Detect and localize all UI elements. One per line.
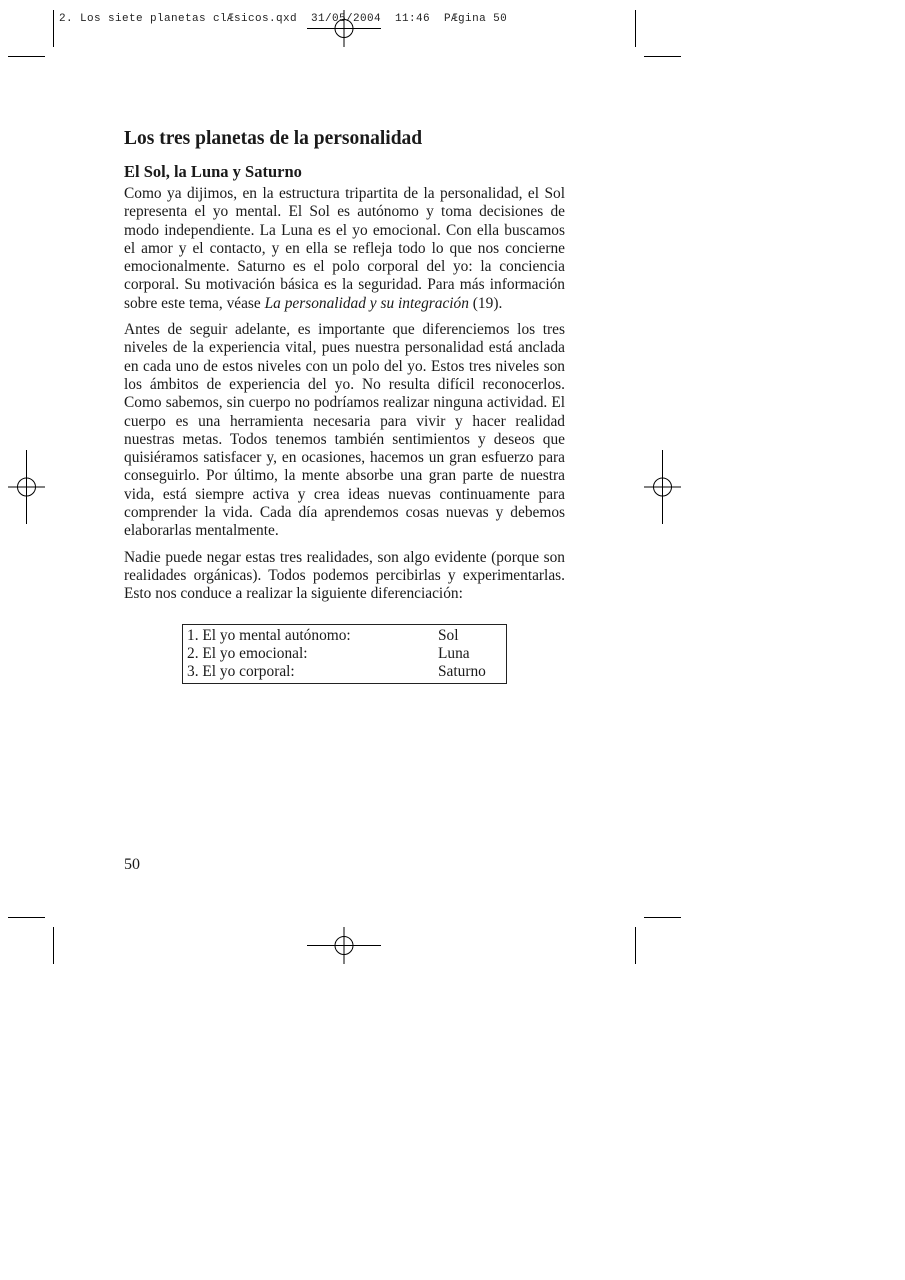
summary-table [182,624,507,684]
paragraph-1-text: Como ya dijimos, en la estructura tripartita de la personalidad, el Sol representa el yo mental. El Sol es autónomo y toma decisiones de modo independiente. La Luna es el yo emocional. Con ella buscamos el amor y el contacto, y en ella se refleja todo lo que nos concierne emocionalmente. Saturno es el polo corporal del yo: la conciencia corporal. Su motivación básica es la seguridad. Para más información sobre este tema, véase [124,185,565,312]
crop-mark-bottom-left-horizontal [8,917,45,918]
crop-mark-top-right-horizontal [644,56,681,57]
paragraph-3: Nadie puede negar estas tres realidades, son algo evidente (porque son realidades orgánicas). Todos podemos percibirlas y experimentarlas. Esto nos conduce a realizar la siguiente diferenciación: [124,548,565,603]
crop-mark-bottom-left-vertical [53,927,54,964]
print-slug-line: 2. Los siete planetas clÆsicos.qxd 31/05/2004 11:46 PÆgina 50 [59,13,508,25]
table-row [183,624,507,645]
registration-mark-bottom-icon [307,927,381,964]
table-cell-label: 1. El yo mental autónomo: [187,626,351,644]
book-title: La personalidad y su integración [264,294,469,312]
page-number: 50 [124,856,140,873]
table-cell-value: Saturno [438,662,486,680]
crop-mark-bottom-right-vertical [635,927,636,964]
table-cell-value: Sol [438,626,459,644]
text-column [124,126,565,684]
paragraph-1 [124,185,565,313]
reference-number: (19). [468,294,503,312]
registration-mark-right-icon [644,450,681,524]
crop-mark-bottom-right-horizontal [644,917,681,918]
registration-mark-left-icon [8,450,45,524]
table-row [183,645,507,663]
summary-table-wrapper [124,624,565,684]
crop-mark-top-right-vertical [635,10,636,47]
table-cell-label: 2. El yo emocional: [187,644,308,662]
table-cell-value: Luna [438,644,470,662]
registration-mark-top-icon [307,10,381,47]
subsection-title: El Sol, la Luna y Saturno [124,162,302,181]
crop-mark-top-left-horizontal [8,56,45,57]
table-row [183,663,507,684]
table-cell-label: 3. El yo corporal: [187,662,295,680]
crop-mark-top-left-vertical [53,10,54,47]
paragraph-2: Antes de seguir adelante, es importante que diferenciemos los tres niveles de la experiencia vital, pues nuestra personalidad está anclada en cada uno de estos niveles con un polo del yo. Estos tres niveles son los ámbitos de experiencia del yo. No resulta difícil reconocerlos. Como sabemos, sin cuerpo no podríamos realizar ninguna actividad. El cuerpo es una herramienta necesaria para vivir y hacer realidad nuestras metas. Todos tenemos también sentimientos y deseos que quisiéramos satisfacer y, en ocasiones, hacemos un gran esfuerzo para conseguirlo. Por último, la mente absorbe una gran parte de nuestra vida, está siempre activa y crea ideas nuevas continuamente para comprender la vida. Cada día aprendemos cosas nuevas y debemos elaborarlas mentalmente. [124,321,565,540]
section-title: Los tres planetas de la personalidad [124,128,423,149]
